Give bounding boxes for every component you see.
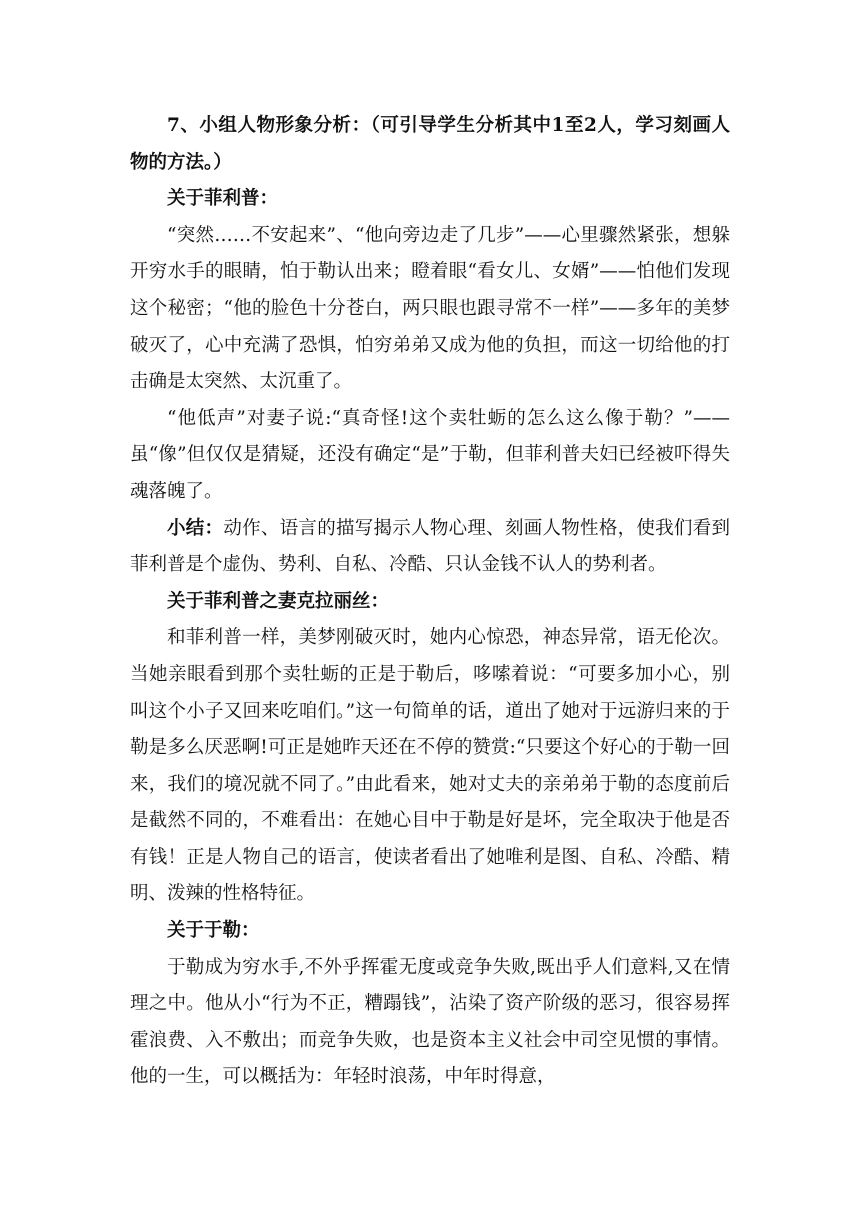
summary-paragraph: [130, 511, 730, 584]
subheading-jules: 关于于勒：: [167, 920, 260, 942]
body-paragraph: 和菲利普一样，美梦刚破灭时，她内心惊恐，神态异常，语无伦次。当她亲眼看到那个卖牡蛎的正是于勒后，哆嗦着说：“可要多加小心，别叫这个小子又回来吃咱们。”这一句简单的话，道出了她对于远游归来的于勒是多么厌恶啊!可正是她昨天还在不停的赞赏:“只要这个好心的于勒一回来，我们的境况就不同了。”由此看来，她对丈夫的亲弟弟于勒的态度前后是截然不同的，不难看出：在她心目中于勒是好是坏，完全取决于他是否有钱！正是人物自己的语言，使读者看出了她唯利是图、自私、冷酷、精明、泼辣的性格特征。: [130, 627, 730, 905]
summary-label: 小结：: [167, 517, 224, 539]
section-heading: 7、小组人物形象分析：（可引导学生分析其中1至2人，学习刻画人物的方法。）: [130, 115, 730, 173]
subheading-philippe: 关于菲利普：: [167, 188, 279, 210]
body-paragraph: 于勒成为穷水手,不外乎挥霍无度或竞争失败,既出乎人们意料,又在情理之中。他从小“行为不正，糟蹋钱”，沾染了资产阶级的恶习，很容易挥霍浪费、入不敷出；而竞争失败，也是资本主义社会中司空见惯的事情。他的一生，可以概括为：年轻时浪荡，中年时得意，: [130, 956, 730, 1088]
body-paragraph: “他低声”对妻子说:“真奇怪!这个卖牡蛎的怎么这么像于勒？”——虽“像”但仅仅是猜疑，还没有确定“是”于勒，但菲利普夫妇已经被吓得失魂落魄了。: [130, 407, 730, 502]
summary-text: 动作、语言的描写揭示人物心理、刻画人物性格，使我们看到菲利普是个虚伪、势利、自私、冷酷、只认金钱不认人的势利者。: [130, 517, 730, 576]
document-page: [130, 108, 730, 1096]
subheading-clarisse: 关于菲利普之妻克拉丽丝：: [167, 590, 390, 612]
body-paragraph: “突然……不安起来”、“他向旁边走了几步”——心里骤然紧张，想躲开穷水手的眼睛，怕于勒认出来；瞪着眼“看女儿、女婿”——怕他们发现这个秘密；“他的脸色十分苍白，两只眼也跟寻常不一样”——多年的美梦破灭了，心中充满了恐惧，怕穷弟弟又成为他的负担，而这一切给他的打击确是太突然、太沉重了。: [130, 224, 730, 393]
